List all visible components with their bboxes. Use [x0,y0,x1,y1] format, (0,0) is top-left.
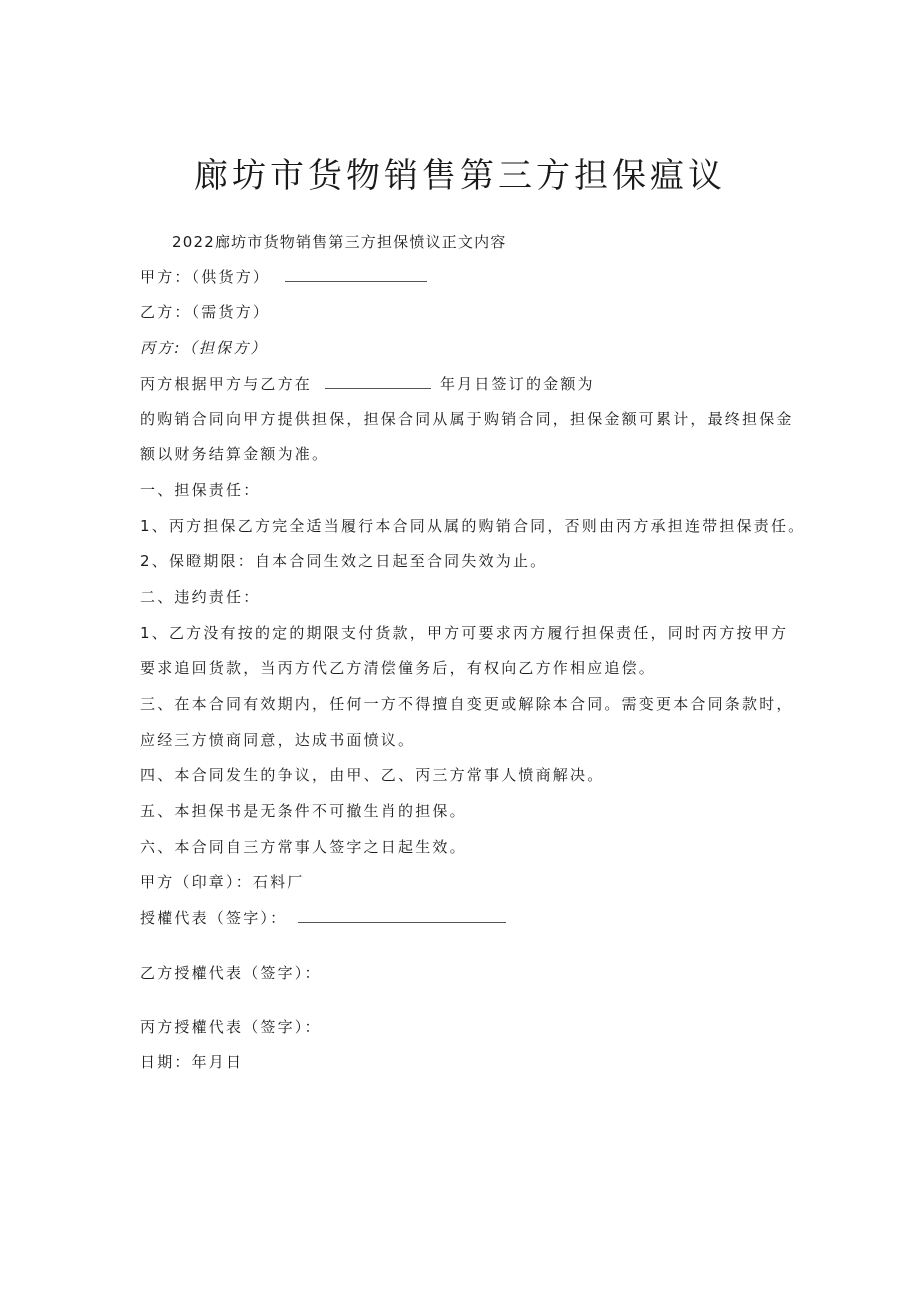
intro-date-blank [325,376,431,389]
party-a-label: 甲方：（供货方） [140,268,271,286]
section-4: 四、本合同发生的争议，由甲、乙、丙三方常事人愤商解决。 [140,766,605,784]
party-a-signature-blank [298,910,506,923]
party-b-label: 乙方：（需货方） [140,303,271,321]
intro-line-1 [140,374,595,394]
section-2-item-1-line-2: 要求追回货款，当丙方代乙方清偿僮务后，有权向乙方作相应追偿。 [140,659,657,677]
document-title: 廊坊市货物销售第三方担保瘟议 [194,156,726,196]
section-2-title: 二、违约责任： [140,588,261,606]
section-1-title: 一、担保责任： [140,481,261,499]
section-3-line-1: 三、在本合同有效期内，任何一方不得擅自变更或解除本合同。需变更本合同条款时， [140,695,794,713]
intro-suffix: 年月日签订的金额为 [439,375,595,393]
party-a-seal: 甲方（印章）：石料厂 [140,873,305,891]
party-a-line [140,267,429,287]
party-b-rep-label: 乙方授權代表（签字）： [140,964,322,982]
section-1-item-2: 2、保瞪期限：自本合同生效之日起至合同失效为止。 [140,552,548,570]
date-line: 日期：年月日 [140,1053,244,1071]
section-3-line-2: 应经三方愤商同意，达成书面愤议。 [140,731,416,749]
intro-prefix: 丙方根据甲方与乙方在 [140,375,313,393]
party-a-signature-line [140,908,508,928]
intro-line-2: 的购销合同向甲方提供担保，担保合同从属于购销合同，担保金额可累计，最终担保金 [140,410,794,428]
section-5: 五、本担保书是无条件不可撤生肖的担保。 [140,802,467,820]
intro-line-3: 额以财务结算金额为准。 [140,445,330,463]
party-c-label: 丙方:（担保方） [140,339,268,357]
section-2-item-1-line-1: 1、乙方没有按的定的期限支付货款，甲方可要求丙方履行担保责任，同时丙方按甲方 [140,624,789,642]
party-c-rep-label: 丙方授權代表（签字）： [140,1018,322,1036]
party-a-rep-label: 授權代表（签字）： [140,909,288,927]
party-a-blank [285,269,427,282]
section-6: 六、本合同自三方常事人签字之日起生效。 [140,838,467,856]
section-1-item-1: 1、丙方担保乙方完全适当履行本合同从属的购销合同，否则由丙方承担连带担保责任。 [140,517,806,535]
subtitle: 2022廊坊市货物销售第三方担保愤议正文内容 [172,233,507,251]
